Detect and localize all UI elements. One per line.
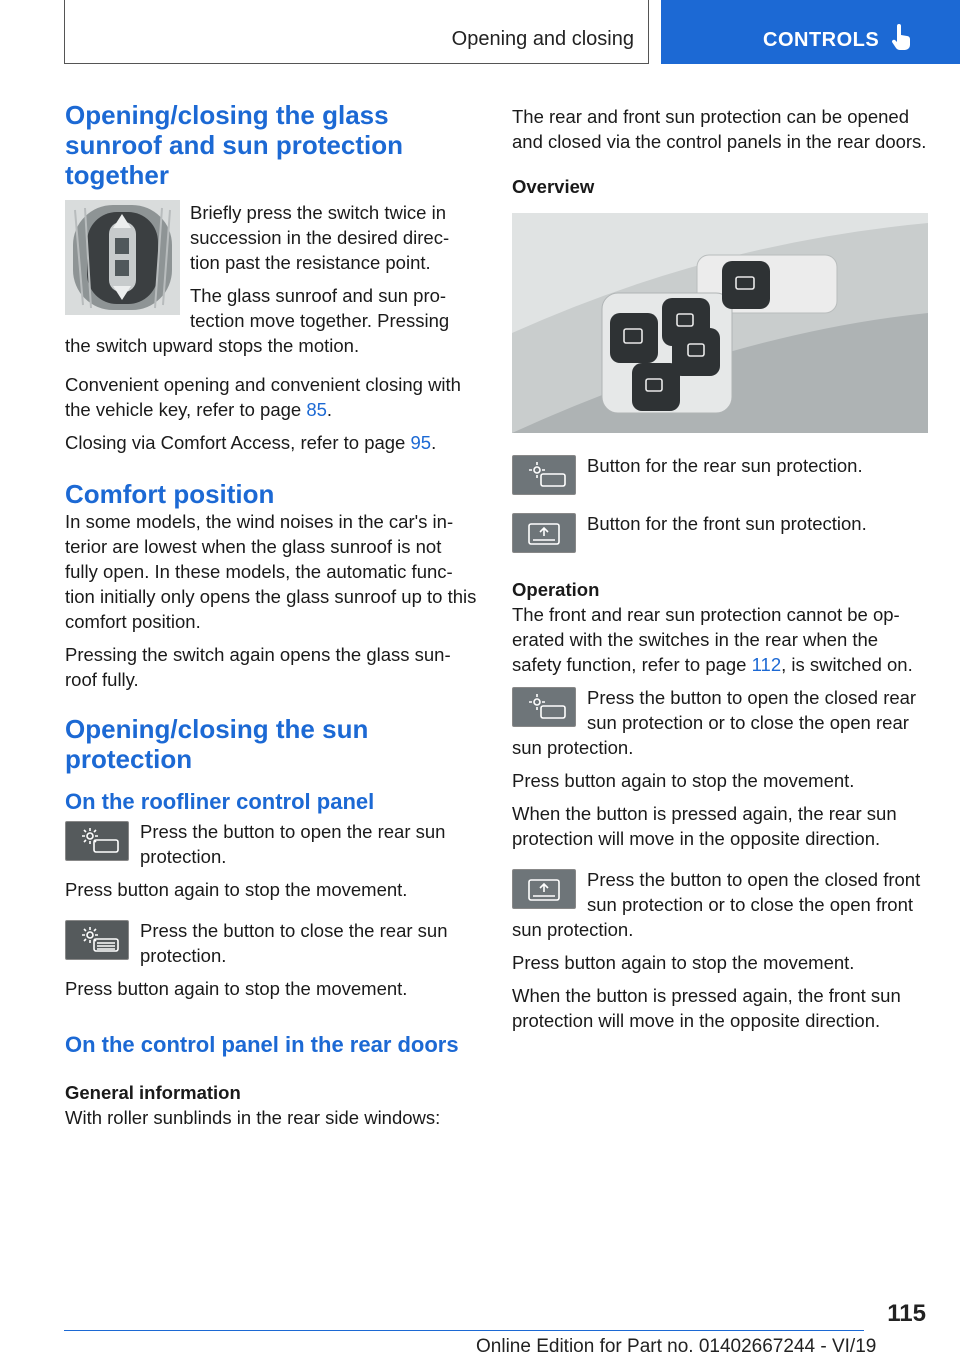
- text-opposite-direction-rear: When the button is pressed again, the rear sun protection will move in the opposite direction.: [512, 803, 897, 849]
- text-press-again-fully: Pressing the switch again opens the glass sun‐roof fully.: [65, 644, 451, 690]
- page-link-85[interactable]: 85: [306, 399, 327, 420]
- rear-sun-close-button-image: [65, 920, 129, 960]
- text-safety-function: The front and rear sun protection cannot be op‐erated with the switches in the rear when the safety function, refer to page 112, is switched on.: [512, 604, 913, 675]
- heading-sun-protection: Opening/closing the sun protection: [65, 714, 369, 774]
- text-comfort-access: Closing via Comfort Access, refer to page 95.: [65, 432, 437, 453]
- text-rear-front-intro: The rear and front sun protection can be opened and closed via the control panels in the rear doors.: [512, 106, 927, 152]
- text-close-rear-sun: Press the button to close the rear sun protection.: [140, 920, 448, 966]
- rear-sun-button-image-overview: [512, 455, 576, 495]
- text-opposite-direction-front: When the button is pressed again, the front sun protection will move in the opposite direction.: [512, 985, 901, 1031]
- heading-operation: Operation: [512, 579, 600, 600]
- text-button-front-sun: Button for the front sun protection.: [587, 513, 867, 534]
- rear-sunshade-icon: [66, 822, 128, 860]
- header-chapter-tab[interactable]: [661, 0, 960, 64]
- rear-door-control-panel-image: [512, 213, 928, 433]
- rear-sun-open-button-image: [65, 821, 129, 861]
- front-sunshade-icon-overview: [513, 514, 575, 552]
- heading-overview: Overview: [512, 176, 595, 197]
- footer-rule: [64, 1330, 864, 1331]
- text-roller-sunblinds: With roller sunblinds in the rear side windows:: [65, 1107, 441, 1128]
- rear-sunshade-icon-operation: [513, 688, 575, 726]
- text-stop-movement-1: Press button again to stop the movement.: [65, 879, 408, 900]
- header-section-box: [64, 0, 649, 64]
- front-sun-button-image-operation: [512, 869, 576, 909]
- header-section-title: Opening and closing: [451, 28, 634, 50]
- heading-roofliner-panel: On the roofliner control panel: [65, 789, 375, 814]
- front-sunshade-icon-operation: [513, 870, 575, 908]
- text-move-together: The glass sunroof and sun pro‐tection move together. Pressing the switch upward stops the motion.: [65, 285, 450, 356]
- text-stop-movement-4: Press button again to stop the movement.: [512, 952, 855, 973]
- heading-comfort-position: Comfort position: [65, 479, 275, 509]
- front-sun-button-image-overview: [512, 513, 576, 553]
- page-link-95[interactable]: 95: [410, 432, 432, 453]
- right-column: [512, 104, 928, 1041]
- footer-edition: Online Edition for Part no. 01402667244 - VI/19: [476, 1336, 877, 1357]
- heading-glass-sunroof-together: Opening/closing the glass sunroof and sun protection together: [65, 100, 403, 190]
- heading-general-information: General information: [65, 1082, 241, 1103]
- text-open-rear-sun: Press the button to open the rear sun protection.: [140, 821, 446, 867]
- page-link-112[interactable]: 112: [751, 654, 782, 675]
- rear-sunshade-icon-overview: [513, 456, 575, 494]
- heading-rear-door-panel: On the control panel in the rear doors: [65, 1032, 459, 1057]
- text-convenient-opening: Convenient opening and convenient closing with the vehicle key, refer to page 85.: [65, 374, 461, 420]
- text-open-close-rear: Press the button to open the closed rear sun protection or to close the open rear sun protection.: [512, 687, 917, 758]
- page-number: 115: [887, 1300, 926, 1327]
- text-stop-movement-3: Press button again to stop the movement.: [512, 770, 855, 791]
- text-comfort-description: In some models, the wind noises in the car's in‐terior are lowest when the glass sunroof is not fully open. In these models, the automatic func‐tion initially only opens the glass sunroof up to this comfort position.: [65, 511, 477, 632]
- pointing-hand-icon: [891, 24, 913, 52]
- rear-sun-button-image-operation: [512, 687, 576, 727]
- text-button-rear-sun: Button for the rear sun protection.: [587, 455, 863, 476]
- text-press-twice: Briefly press the switch twice in succession in the desired direc‐tion past the resistance point.: [190, 202, 450, 273]
- text-open-close-front: Press the button to open the closed front sun protection or to close the open front sun protection.: [512, 869, 921, 940]
- header-chapter-label: CONTROLS: [763, 29, 880, 51]
- sunroof-switch-image: [65, 200, 180, 315]
- rear-sunshade-closed-icon: [66, 921, 128, 959]
- text-stop-movement-2: Press button again to stop the movement.: [65, 978, 408, 999]
- left-column: [65, 100, 477, 1138]
